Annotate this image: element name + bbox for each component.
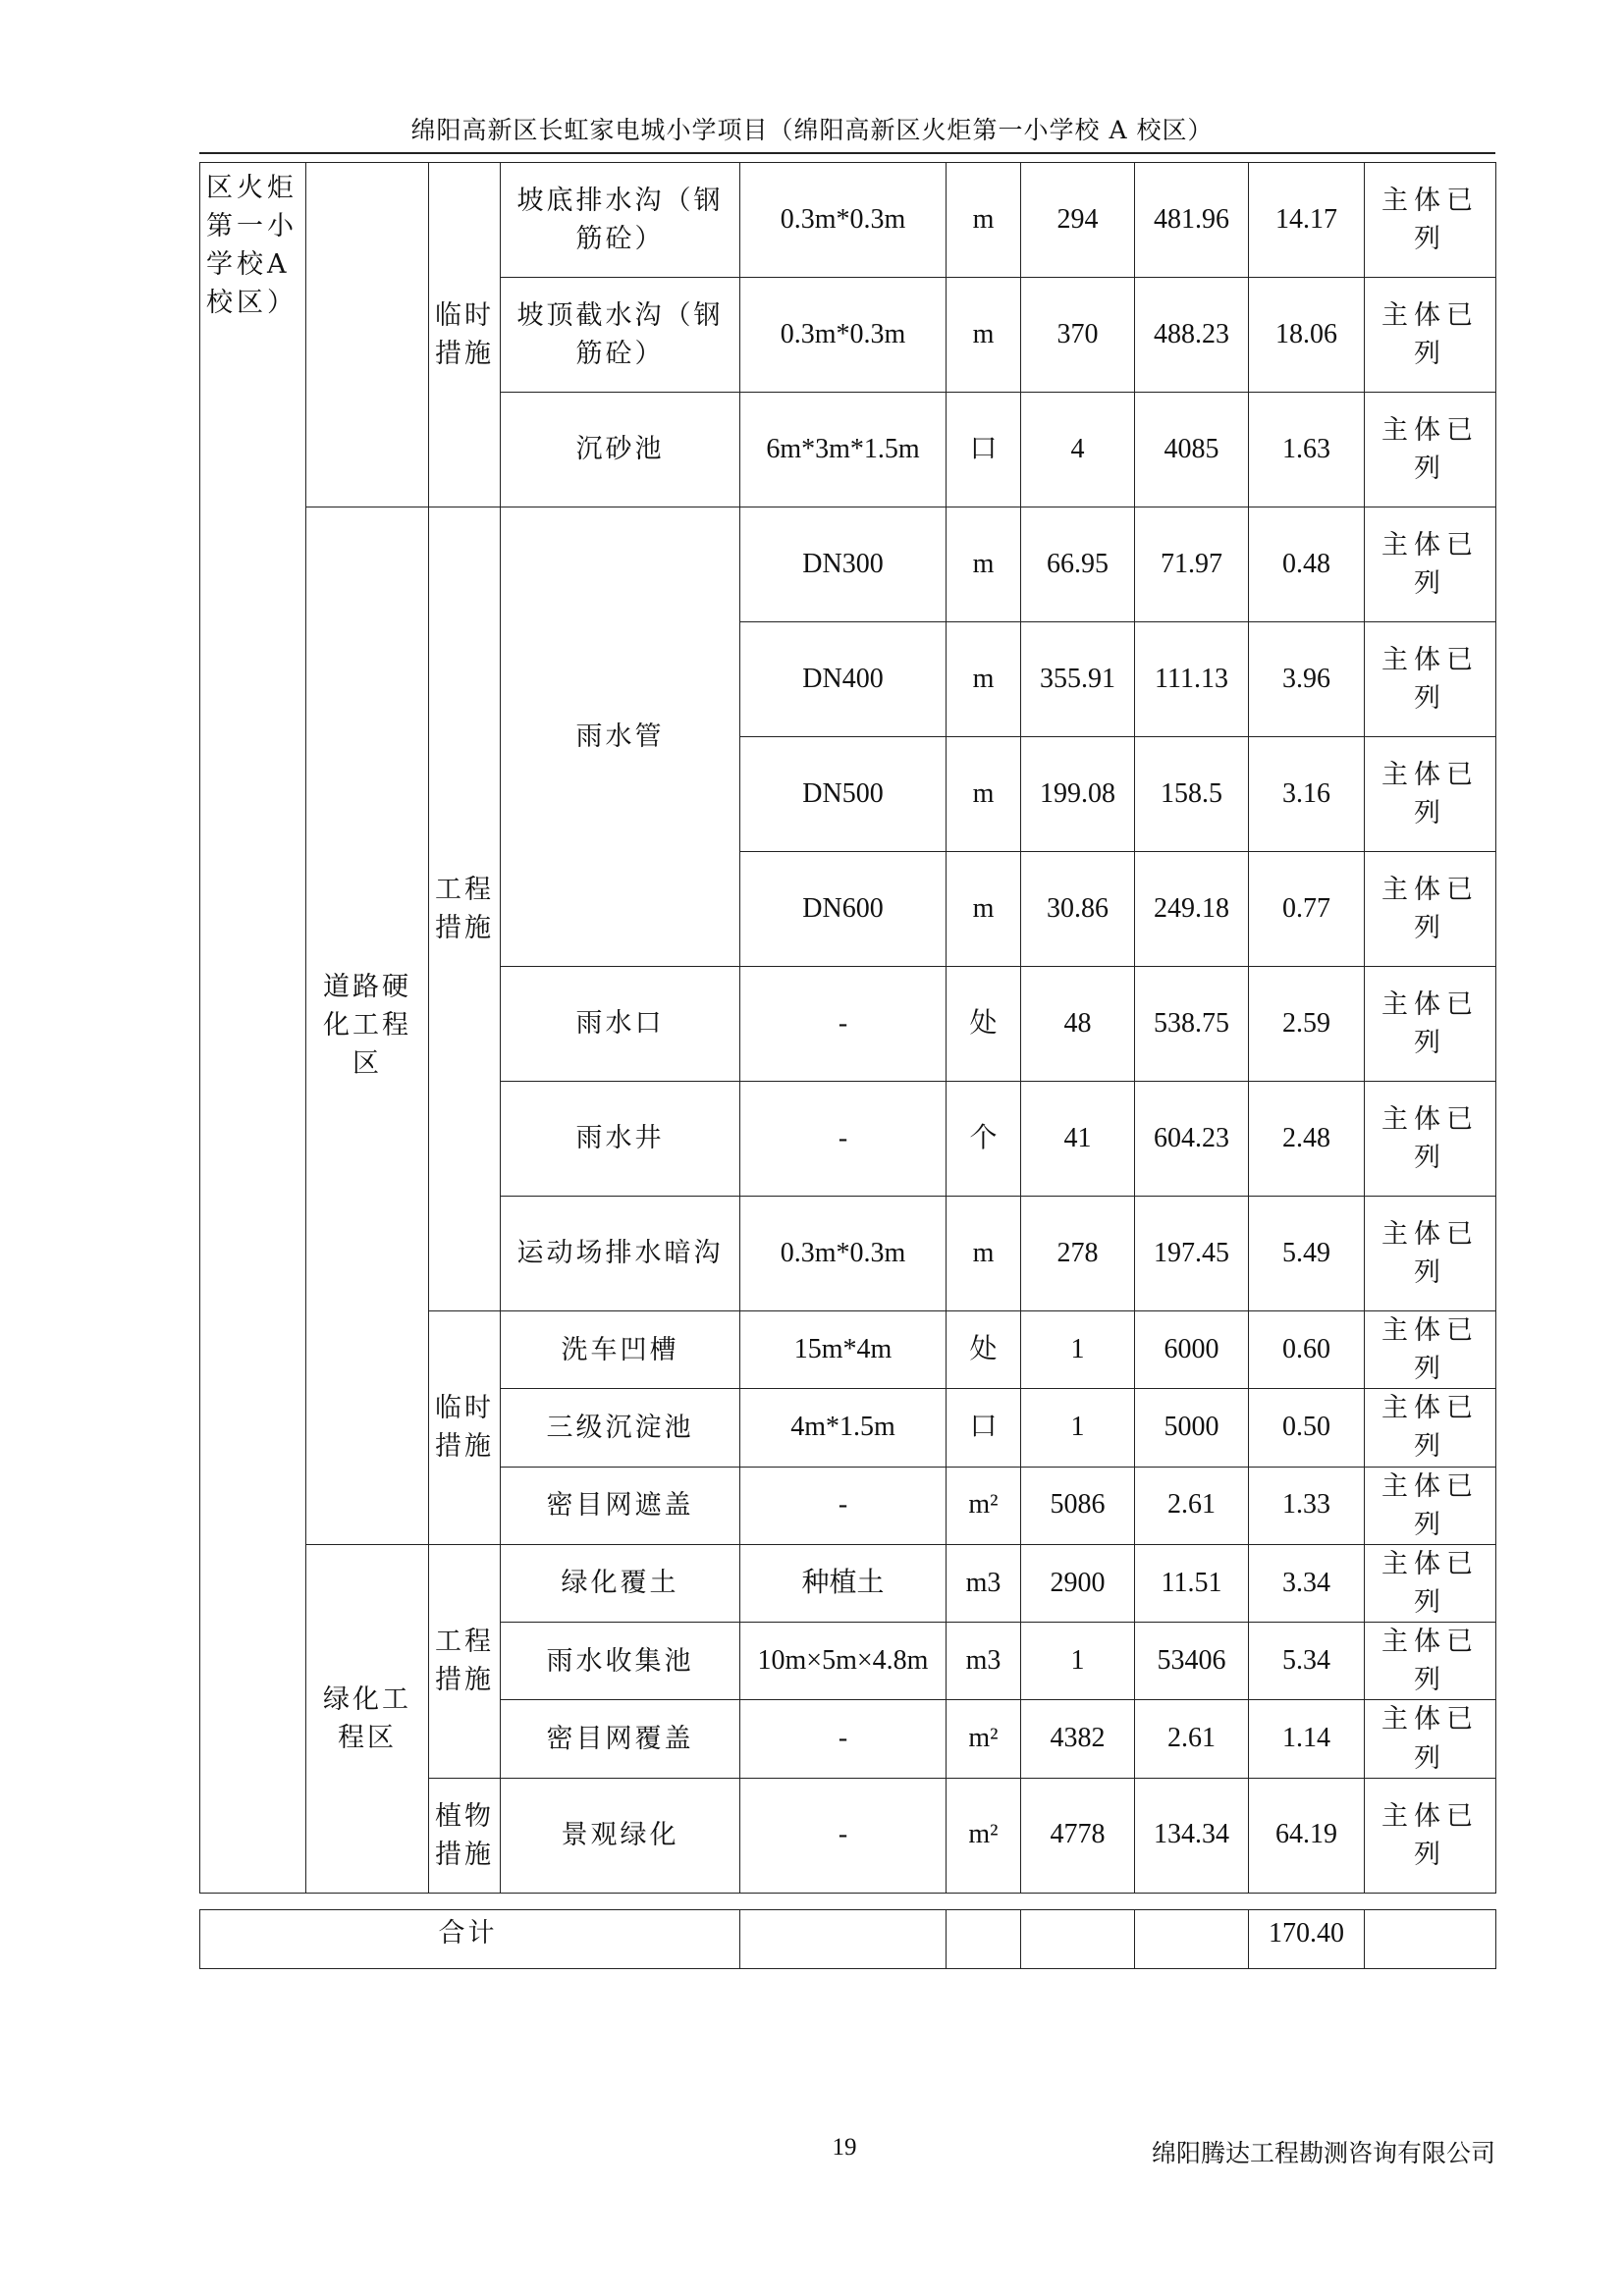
zone-cell: 绿化工程区 <box>306 1544 429 1893</box>
total-label: 合计 <box>200 1910 740 1969</box>
spec-cell: - <box>740 1778 947 1893</box>
spec-cell: 0.3m*0.3m <box>740 163 947 278</box>
item-cell: 雨水管 <box>501 507 740 967</box>
total-empty-cell <box>1135 1910 1249 1969</box>
item-cell: 洗车凹槽 <box>501 1311 740 1389</box>
price-cell: 11.51 <box>1135 1544 1249 1622</box>
unit-cell: 处 <box>947 1311 1021 1389</box>
total-empty-cell <box>740 1910 947 1969</box>
amount-cell: 14.17 <box>1249 163 1365 278</box>
spec-cell: - <box>740 967 947 1082</box>
page-number: 19 <box>832 2134 857 2161</box>
measures-table <box>199 162 1496 1894</box>
unit-cell: 口 <box>947 1389 1021 1467</box>
amount-cell: 5.49 <box>1249 1197 1365 1311</box>
price-cell: 604.23 <box>1135 1082 1249 1197</box>
amount-cell: 2.48 <box>1249 1082 1365 1197</box>
price-cell: 249.18 <box>1135 852 1249 967</box>
unit-cell: m² <box>947 1467 1021 1544</box>
amount-cell: 64.19 <box>1249 1778 1365 1893</box>
qty-cell: 66.95 <box>1021 507 1135 622</box>
qty-cell: 5086 <box>1021 1467 1135 1544</box>
unit-cell: 处 <box>947 967 1021 1082</box>
price-cell: 197.45 <box>1135 1197 1249 1311</box>
note-cell: 主体已列 <box>1365 1389 1496 1467</box>
note-cell: 主体已列 <box>1365 967 1496 1082</box>
price-cell: 2.61 <box>1135 1700 1249 1778</box>
unit-cell: m <box>947 1197 1021 1311</box>
qty-cell: 48 <box>1021 967 1135 1082</box>
header-rule <box>199 152 1495 154</box>
spec-cell: DN500 <box>740 737 947 852</box>
measure-type-cell: 植物措施 <box>429 1778 501 1893</box>
unit-cell: m <box>947 622 1021 737</box>
zone-cell: 道路硬化工程区 <box>306 507 429 1545</box>
item-cell: 密目网遮盖 <box>501 1467 740 1544</box>
table-row <box>200 507 1496 622</box>
qty-cell: 355.91 <box>1021 622 1135 737</box>
note-cell: 主体已列 <box>1365 1311 1496 1389</box>
qty-cell: 1 <box>1021 1311 1135 1389</box>
price-cell: 6000 <box>1135 1311 1249 1389</box>
item-cell: 坡顶截水沟（钢筋砼） <box>501 278 740 393</box>
price-cell: 481.96 <box>1135 163 1249 278</box>
price-cell: 71.97 <box>1135 507 1249 622</box>
item-cell: 坡底排水沟（钢筋砼） <box>501 163 740 278</box>
spec-cell: - <box>740 1082 947 1197</box>
unit-cell: 口 <box>947 393 1021 507</box>
unit-cell: m3 <box>947 1544 1021 1622</box>
price-cell: 538.75 <box>1135 967 1249 1082</box>
qty-cell: 1 <box>1021 1623 1135 1700</box>
item-cell: 运动场排水暗沟 <box>501 1197 740 1311</box>
unit-cell: 个 <box>947 1082 1021 1197</box>
note-cell: 主体已列 <box>1365 737 1496 852</box>
item-cell: 密目网覆盖 <box>501 1700 740 1778</box>
qty-cell: 41 <box>1021 1082 1135 1197</box>
amount-cell: 0.48 <box>1249 507 1365 622</box>
measure-type-cell: 工程措施 <box>429 1544 501 1778</box>
item-cell: 雨水口 <box>501 967 740 1082</box>
amount-cell: 3.16 <box>1249 737 1365 852</box>
item-cell: 雨水井 <box>501 1082 740 1197</box>
qty-cell: 30.86 <box>1021 852 1135 967</box>
unit-cell: m <box>947 737 1021 852</box>
spec-cell: 0.3m*0.3m <box>740 278 947 393</box>
amount-cell: 0.50 <box>1249 1389 1365 1467</box>
item-cell: 景观绿化 <box>501 1778 740 1893</box>
note-cell: 主体已列 <box>1365 852 1496 967</box>
unit-cell: m² <box>947 1778 1021 1893</box>
item-cell: 绿化覆土 <box>501 1544 740 1622</box>
unit-cell: m² <box>947 1700 1021 1778</box>
region-cell: 区火炬第一小学校A校区） <box>200 163 306 1894</box>
total-empty-cell <box>1021 1910 1135 1969</box>
price-cell: 5000 <box>1135 1389 1249 1467</box>
total-amount: 170.40 <box>1249 1910 1365 1969</box>
qty-cell: 199.08 <box>1021 737 1135 852</box>
total-row <box>200 1910 1496 1969</box>
spec-cell: DN300 <box>740 507 947 622</box>
note-cell: 主体已列 <box>1365 393 1496 507</box>
amount-cell: 0.60 <box>1249 1311 1365 1389</box>
note-cell: 主体已列 <box>1365 163 1496 278</box>
note-cell: 主体已列 <box>1365 507 1496 622</box>
qty-cell: 4778 <box>1021 1778 1135 1893</box>
price-cell: 2.61 <box>1135 1467 1249 1544</box>
note-cell: 主体已列 <box>1365 1623 1496 1700</box>
item-cell: 雨水收集池 <box>501 1623 740 1700</box>
spec-cell: DN600 <box>740 852 947 967</box>
spec-cell: - <box>740 1700 947 1778</box>
spec-cell: 6m*3m*1.5m <box>740 393 947 507</box>
unit-cell: m <box>947 852 1021 967</box>
item-cell: 沉砂池 <box>501 393 740 507</box>
total-table <box>199 1909 1496 1969</box>
price-cell: 158.5 <box>1135 737 1249 852</box>
qty-cell: 4 <box>1021 393 1135 507</box>
amount-cell: 3.96 <box>1249 622 1365 737</box>
spec-cell: 种植土 <box>740 1544 947 1622</box>
amount-cell: 1.63 <box>1249 393 1365 507</box>
total-empty-cell <box>947 1910 1021 1969</box>
price-cell: 4085 <box>1135 393 1249 507</box>
unit-cell: m <box>947 163 1021 278</box>
amount-cell: 0.77 <box>1249 852 1365 967</box>
table-row <box>200 1544 1496 1622</box>
company-name: 绵阳腾达工程勘测咨询有限公司 <box>1151 2139 1495 2167</box>
spec-cell: 0.3m*0.3m <box>740 1197 947 1311</box>
note-cell: 主体已列 <box>1365 1544 1496 1622</box>
spec-cell: 4m*1.5m <box>740 1389 947 1467</box>
amount-cell: 5.34 <box>1249 1623 1365 1700</box>
spec-cell: 10m×5m×4.8m <box>740 1623 947 1700</box>
qty-cell: 370 <box>1021 278 1135 393</box>
amount-cell: 18.06 <box>1249 278 1365 393</box>
qty-cell: 1 <box>1021 1389 1135 1467</box>
qty-cell: 278 <box>1021 1197 1135 1311</box>
amount-cell: 3.34 <box>1249 1544 1365 1622</box>
amount-cell: 1.33 <box>1249 1467 1365 1544</box>
qty-cell: 2900 <box>1021 1544 1135 1622</box>
item-cell: 三级沉淀池 <box>501 1389 740 1467</box>
amount-cell: 1.14 <box>1249 1700 1365 1778</box>
spec-cell: 15m*4m <box>740 1311 947 1389</box>
unit-cell: m <box>947 278 1021 393</box>
measure-type-cell: 工程措施 <box>429 507 501 1311</box>
amount-cell: 2.59 <box>1249 967 1365 1082</box>
note-cell: 主体已列 <box>1365 1467 1496 1544</box>
note-cell: 主体已列 <box>1365 1197 1496 1311</box>
note-cell: 主体已列 <box>1365 1778 1496 1893</box>
page-header: 绵阳高新区长虹家电城小学项目（绵阳高新区火炬第一小学校 A 校区） <box>410 116 1214 144</box>
note-cell: 主体已列 <box>1365 622 1496 737</box>
price-cell: 134.34 <box>1135 1778 1249 1893</box>
qty-cell: 294 <box>1021 163 1135 278</box>
total-empty-cell <box>1365 1910 1496 1969</box>
price-cell: 111.13 <box>1135 622 1249 737</box>
unit-cell: m <box>947 507 1021 622</box>
table-row <box>200 163 1496 278</box>
unit-cell: m3 <box>947 1623 1021 1700</box>
measure-type-cell: 临时措施 <box>429 1311 501 1545</box>
price-cell: 53406 <box>1135 1623 1249 1700</box>
qty-cell: 4382 <box>1021 1700 1135 1778</box>
spec-cell: DN400 <box>740 622 947 737</box>
spec-cell: - <box>740 1467 947 1544</box>
note-cell: 主体已列 <box>1365 278 1496 393</box>
note-cell: 主体已列 <box>1365 1700 1496 1778</box>
price-cell: 488.23 <box>1135 278 1249 393</box>
zone-cell-blank <box>306 163 429 507</box>
note-cell: 主体已列 <box>1365 1082 1496 1197</box>
measure-type-cell: 临时措施 <box>429 163 501 507</box>
